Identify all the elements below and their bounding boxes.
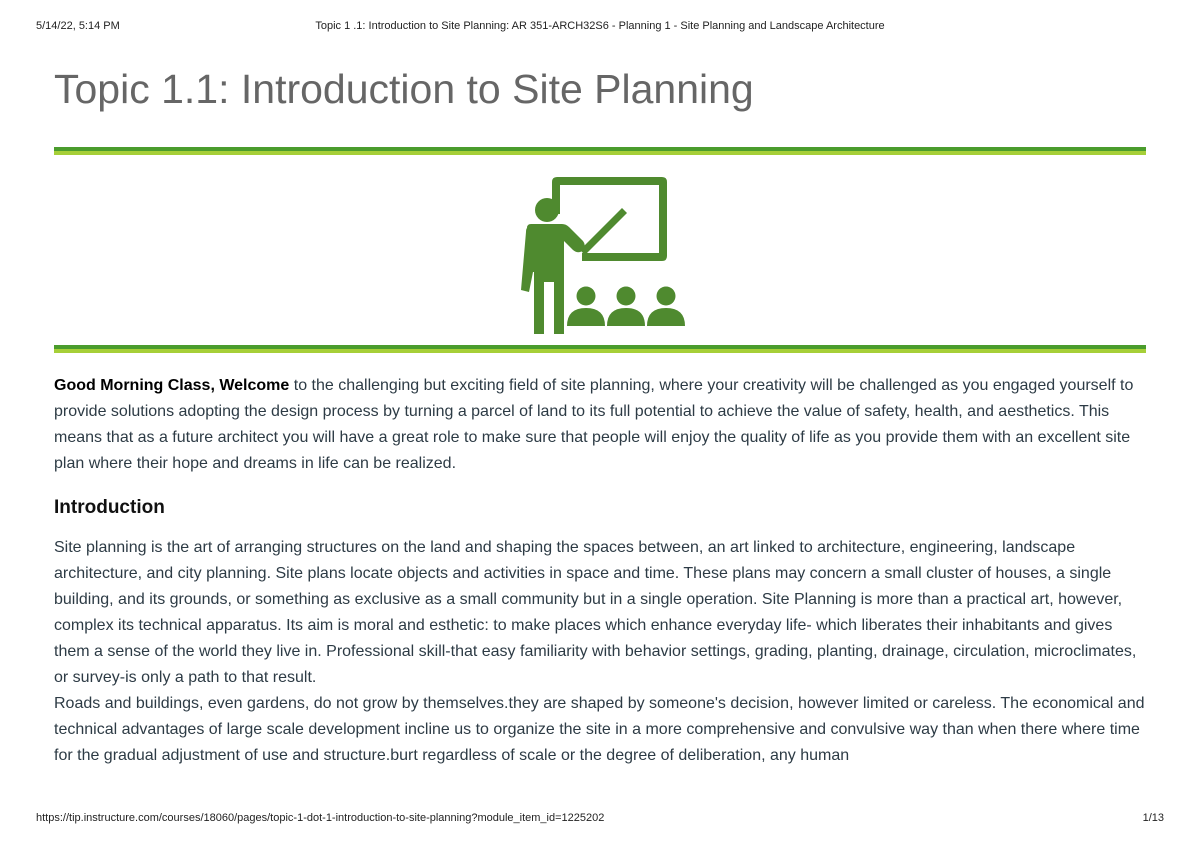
- introduction-paragraph-1: Site planning is the art of arranging structures on the land and shaping the spaces between, an art linked to architecture, engineering, landscape architecture, and city planning. Site plans locate objects and activities in space and time. These plans may concern a small cluster of houses, a single building, and its grounds, or something as exclusive as a small community but in a single operation. Site Planning is more than a practical art, however, complex its technical apparatus. Its aim is moral and esthetic: to make places which enhance everyday life- which liberates their inhabitants and gives them a sense of the world they live in. Professional skill-that easy familiarity with behavior settings, grading, planting, drainage, circulation, microclimates, or survey-is only a path to that result.: [54, 539, 1137, 686]
- banner-bottom-divider: [54, 345, 1146, 353]
- print-url: https://tip.instructure.com/courses/18060/pages/topic-1-dot-1-introduction-to-site-planning?module_item_id=1225202: [36, 812, 605, 824]
- print-header: [36, 20, 1164, 34]
- introduction-heading: Introduction: [54, 497, 165, 518]
- welcome-text: to the challenging but exciting field of site planning, where your creativity will be challenged as you engaged yourself to provide solutions adopting the design process by turning a parcel of land to its full potential to achieve the value of safety, health, and aesthetics. This means that as a future architect you will have a great role to make sure that people will enjoy the quality of life as you provide them with an excellent site plan where their hope and dreams in life can be realized.: [54, 377, 1134, 472]
- welcome-greeting: Good Morning Class, Welcome: [54, 377, 290, 394]
- teacher-presentation-icon: [512, 174, 692, 338]
- print-footer: [36, 812, 1164, 826]
- print-page-indicator: 1/13: [1142, 812, 1164, 824]
- article-body: [54, 373, 1146, 769]
- page-title: Topic 1.1: Introduction to Site Planning: [54, 66, 754, 112]
- banner-top-divider: [54, 147, 1146, 155]
- print-page-title: Topic 1 .1: Introduction to Site Planning: AR 351-ARCH32S6 - Planning 1 - Site Planning and Landscape Architecture: [315, 20, 885, 32]
- page-content: [54, 60, 1146, 764]
- welcome-paragraph: [54, 373, 1146, 477]
- introduction-paragraph-2: Roads and buildings, even gardens, do not grow by themselves.they are shaped by someone's decision, however limited or careless. The economical and technical advantages of large scale development incline us to organize the site in a more comprehensive and convulsive way than when there where time for the gradual adjustment of use and structure.burt regardless of scale or the degree of deliberation, any human: [54, 695, 1145, 764]
- print-datetime: 5/14/22, 5:14 PM: [36, 20, 120, 32]
